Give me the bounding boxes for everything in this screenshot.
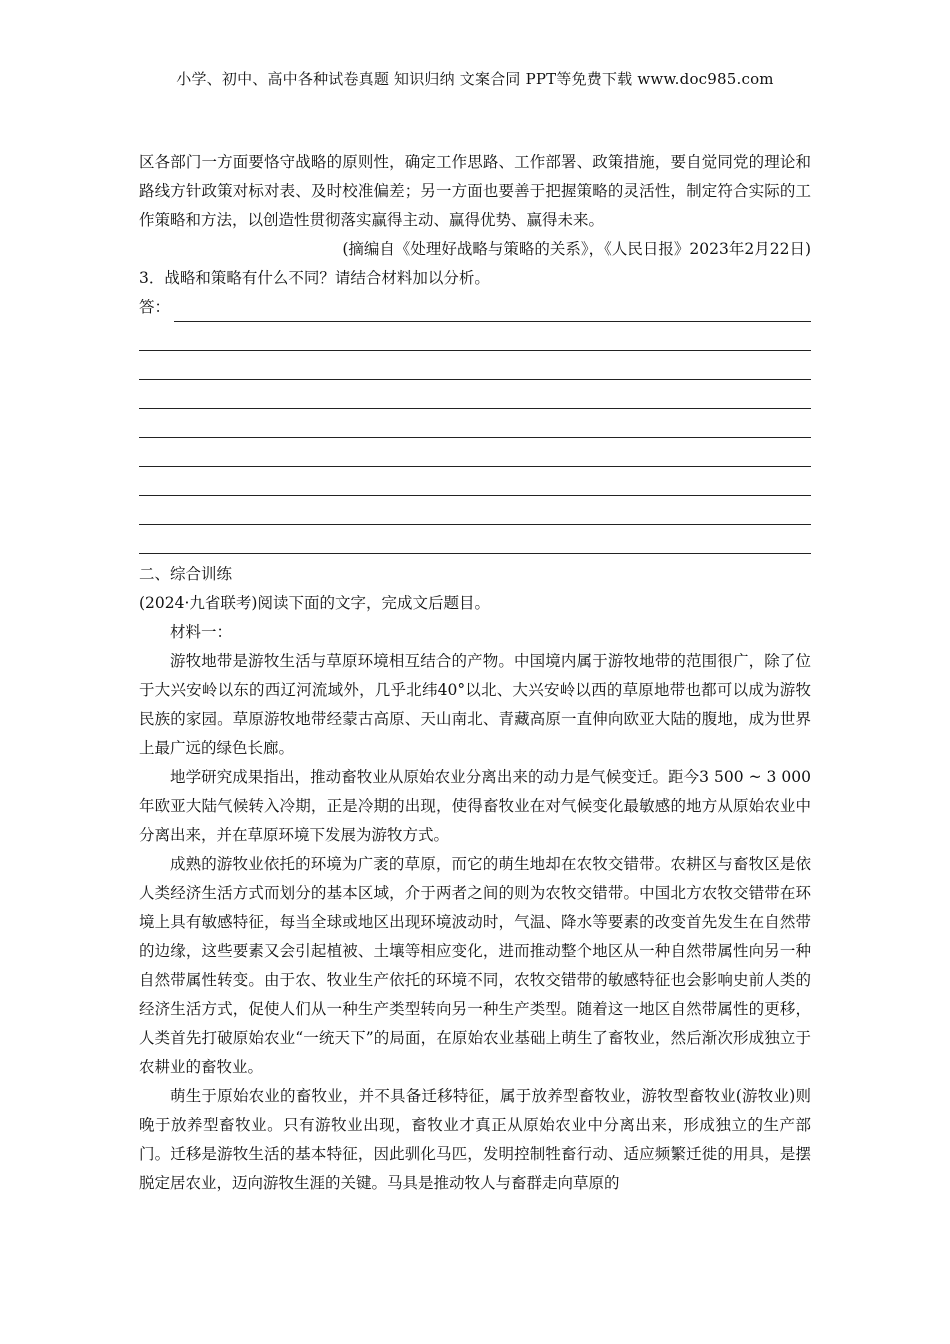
answer-line[interactable] xyxy=(139,351,811,380)
answer-line[interactable] xyxy=(139,496,811,525)
intro-paragraph: 区各部门一方面要恪守战略的原则性，确定工作思路、工作部署、政策措施，要自觉同党的理论和路线方针政策对标对表、及时校准偏差；另一方面也要善于把握策略的灵活性，制定符合实际的工作策略和方法，以创造性贯彻落实赢得主动、赢得优势、赢得未来。 xyxy=(139,153,811,229)
answer-line[interactable] xyxy=(139,525,811,554)
paragraph-3: 成熟的游牧业依托的环境为广袤的草原，而它的萌生地却在农牧交错带。农耕区与畜牧区是依人类经济生活方式而划分的基本区域，介于两者之间的则为农牧交错带。中国北方农牧交错带在环境上具有敏感特征，每当全球或地区出现环境波动时，气温、降水等要素的改变首先发生在自然带的边缘，这些要素又会引起植被、土壤等相应变化，进而推动整个地区从一种自然带属性向另一种自然带属性转变。由于农、牧业生产依托的环境不同，农牧交错带的敏感特征也会影响史前人类的经济生活方式，促使人们从一种生产类型转向另一种生产类型。随着这一地区自然带属性的更移，人类首先打破原始农业“一统天下”的局面，在原始农业基础上萌生了畜牧业，然后渐次形成独立于农耕业的畜牧业。 xyxy=(139,855,811,1076)
document-body xyxy=(139,148,811,1198)
source-citation: (摘编自《处理好战略与策略的关系》，《人民日报》2023年2月22日) xyxy=(342,240,811,258)
answer-label: 答： xyxy=(139,298,171,316)
paragraph-1: 游牧地带是游牧生活与草原环境相互结合的产物。中国境内属于游牧地带的范围很广，除了位于大兴安岭以东的西辽河流域外，几乎北纬40°以北、大兴安岭以西的草原地带也都可以成为游牧民族的家园。草原游牧地带经蒙古高原、天山南北、青藏高原一直伸向欧亚大陆的腹地，成为世界上最广远的绿色长廊。 xyxy=(139,652,811,757)
section-title: 二、综合训练 xyxy=(139,565,233,583)
answer-line[interactable] xyxy=(139,380,811,409)
material-title: 材料一： xyxy=(170,623,233,641)
answer-line[interactable] xyxy=(139,409,811,438)
answer-row xyxy=(139,293,811,322)
question-3: 3．战略和策略有什么不同？请结合材料加以分析。 xyxy=(139,269,490,287)
section-instruction: (2024·九省联考)阅读下面的文字，完成文后题目。 xyxy=(139,594,490,612)
paragraph-4: 萌生于原始农业的畜牧业，并不具备迁移特征，属于放养型畜牧业，游牧型畜牧业(游牧业)则晚于放养型畜牧业。只有游牧业出现，畜牧业才真正从原始农业中分离出来，形成独立的生产部门。迁移是游牧生活的基本特征，因此驯化马匹，发明控制牲畜行动、适应频繁迁徙的用具，是摆脱定居农业，迈向游牧生涯的关键。马具是推动牧人与畜群走向草原的 xyxy=(139,1087,811,1192)
answer-line[interactable] xyxy=(139,467,811,496)
paragraph-2: 地学研究成果指出，推动畜牧业从原始农业分离出来的动力是气候变迁。距今3 500 ~ 3 000年欧亚大陆气候转入冷期，正是冷期的出现，使得畜牧业在对气候变化最敏感的地方从原始农业中分离出来，并在草原环境下发展为游牧方式。 xyxy=(139,768,811,844)
answer-blank-lines xyxy=(139,322,811,554)
page-header: 小学、初中、高中各种试卷真题 知识归纳 文案合同 PPT等免费下载 www.doc985.com xyxy=(176,70,774,88)
answer-line[interactable] xyxy=(174,301,811,322)
answer-line[interactable] xyxy=(139,438,811,467)
answer-line[interactable] xyxy=(139,322,811,351)
